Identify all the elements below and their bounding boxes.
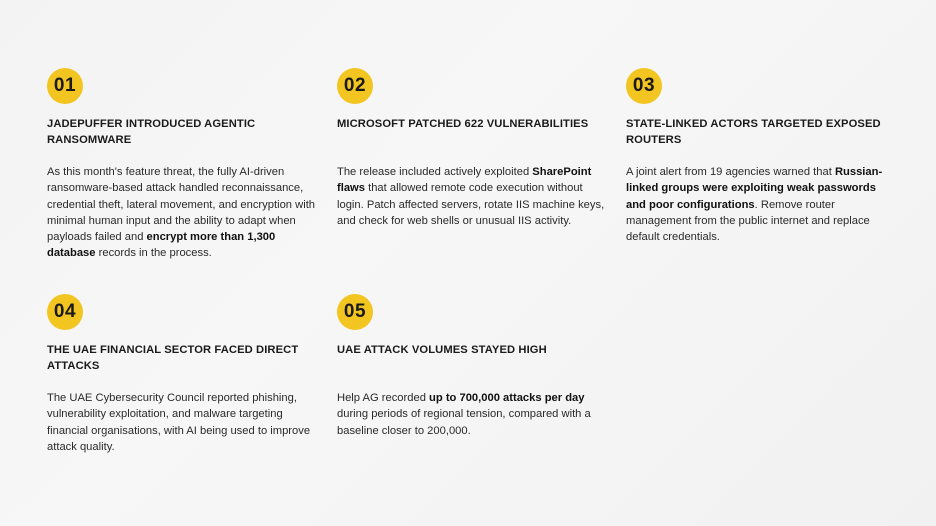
item-body <box>47 390 317 455</box>
item-title: UAE ATTACK VOLUMES STAYED HIGH <box>337 344 547 356</box>
item-body <box>47 164 317 262</box>
item-title: MICROSOFT PATCHED 622 VULNERABILITIES <box>337 118 589 130</box>
item-card-03 <box>626 68 896 245</box>
number-badge: 03 <box>626 68 662 104</box>
item-body <box>337 390 607 439</box>
body-text: during periods of regional tension, compared with a baseline closer to 200,000. <box>337 408 591 437</box>
number-badge: 04 <box>47 294 83 330</box>
item-card-05 <box>337 294 607 439</box>
item-card-04 <box>47 294 317 455</box>
number-badge: 05 <box>337 294 373 330</box>
item-card-01 <box>47 68 317 262</box>
body-text: The release included actively exploited <box>337 166 533 178</box>
body-text: records in the process. <box>95 247 212 260</box>
number-badge: 01 <box>47 68 83 104</box>
item-body <box>337 164 607 229</box>
item-title: THE UAE FINANCIAL SECTOR FACED DIRECT ATTACKS <box>47 344 299 372</box>
body-highlight: Russian-linked groups were exploiting weak passwords and poor configurations <box>626 166 883 211</box>
body-text: . Remove router management from the public internet and replace default credentials. <box>626 198 870 244</box>
body-text: As this month's feature threat, the fully AI-driven ransomware-based attack handled reconnaissance, credential theft, lateral movement, and encryption with minimal human input and the ability to adapt when payloads failed and <box>47 166 316 244</box>
number-badge: 02 <box>337 68 373 104</box>
body-highlight: encrypt more than 1,300 database <box>47 231 276 260</box>
body-highlight: up to 700,000 attacks per day <box>429 392 585 404</box>
body-text: Help AG recorded <box>337 392 430 404</box>
body-highlight: SharePoint flaws <box>337 166 592 195</box>
body-text: The UAE Cybersecurity Council reported phishing, vulnerability exploitation, and malware targeting financial organisations, with AI being used to improve attack quality. <box>47 392 311 453</box>
item-title: JADEPUFFER INTRODUCED AGENTIC RANSOMWARE <box>47 118 256 146</box>
item-body <box>626 164 896 245</box>
item-card-02 <box>337 68 607 229</box>
body-text: that allowed remote code execution without login. Patch affected servers, rotate IIS machine keys, and check for web shells or unusual IIS activity. <box>337 182 605 227</box>
body-text: A joint alert from 19 agencies warned that <box>626 166 835 178</box>
item-title: STATE-LINKED ACTORS TARGETED EXPOSED ROUTERS <box>626 118 881 146</box>
